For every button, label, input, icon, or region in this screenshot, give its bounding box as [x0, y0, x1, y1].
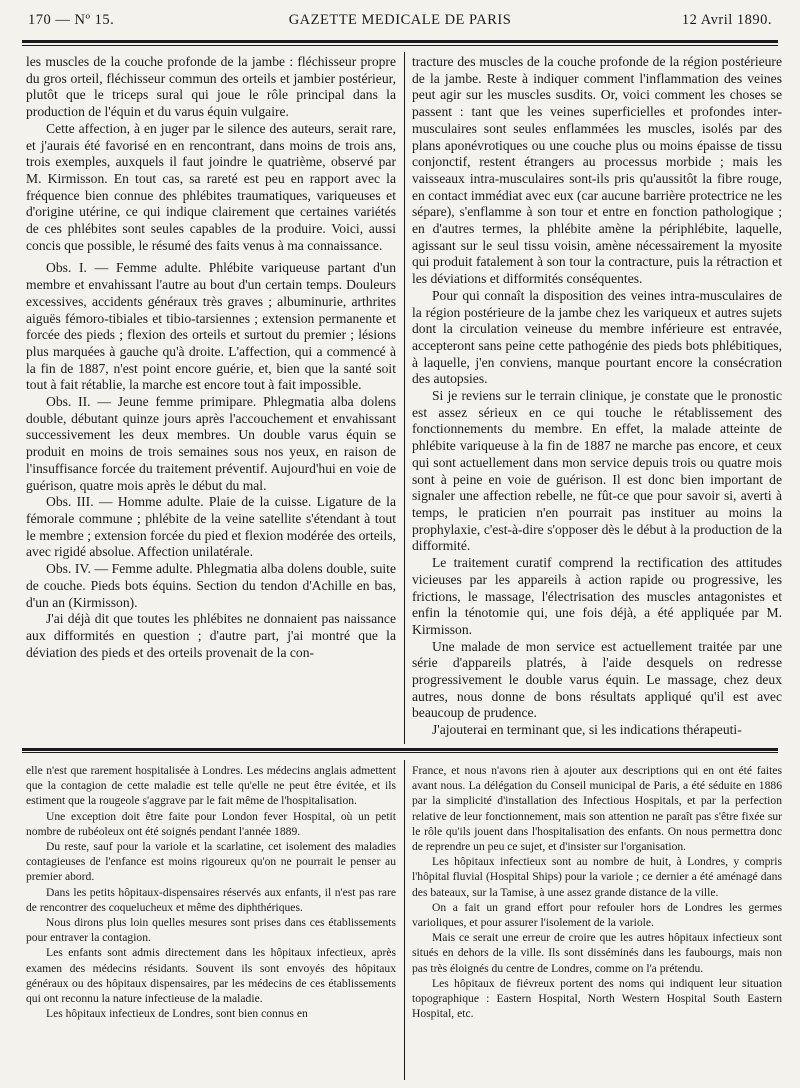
- observation-1: Obs. I. — Femme adulte. Phlébite variqueuse partant d'un membre et envahissant l'autre au bout d'un certain temps. Douleurs excessives, accidents généraux très graves ; albuminurie, arthrites aiguës fémoro-tibiales et tibio-tarsiennes ; extension permanente et forcée des pieds ; flexion des orteils et surtout du premier ; lésions plus marquées à gauche qu'à droite. L'affection, qui a commencé à la fin de 1887, n'est point encore guérie, et, bien que la santé soit tout à fait rétablie, la marche est encore tout à fait impossible.: [26, 260, 396, 393]
- paragraph: Une malade de mon service est actuellement traitée par une série d'appareils platrés, à l'aide desquels on redresse progressivement le double varus équin. Le massage, chez deux autres, nous donne de bons résultats appliqué qu'il est avec beaucoup de prudence.: [412, 638, 782, 721]
- paragraph: Les hôpitaux de fiévreux portent des noms qui indiquent leur situation topographique : Eastern Hospital, North Western Hospital South Eastern Hospital, etc.: [412, 976, 782, 1021]
- paragraph: Mais ce serait une erreur de croire que les autres hôpitaux infectieux sont situés en dehors de la ville. Ils sont disséminés dans les faubourgs, mais non pas très éloignés du centre de Londres, comme on l'a prétendu.: [412, 931, 782, 975]
- paragraph: les muscles de la couche profonde de la jambe : fléchisseur propre du gros orteil, fléchisseur commun des orteils et jambier postérieur, plutôt que le triceps sural qui joue le rôle principal dans la production de l'équin et du varus équin vulgaire.: [26, 54, 396, 120]
- paragraph: Les hôpitaux infectieux sont au nombre de huit, à Londres, y compris l'hôpital fluvial (Hospital Ships) pour la variole ; ce dernier a été aménagé dans des bateaux, sur la Tamise, à une assez grande distance de la ville.: [412, 855, 782, 899]
- paragraph: On a fait un grand effort pour refouler hors de Londres les germes varioliques, et pour assurer l'isolement de la variole.: [412, 900, 782, 930]
- paragraph: Les enfants sont admis directement dans les hôpitaux infectieux, après examen des médecins résidants. Souvent ils sont envoyés des hôpitaux généraux ou des hôpitaux dispensaires, par les médecins de ces établissements qui ont reconnu la nature infectieuse de la maladie.: [26, 946, 396, 1006]
- section-rule-thin: [22, 752, 778, 753]
- column-divider-bottom: [404, 760, 405, 1080]
- paragraph: J'ai déjà dit que toutes les phlébites ne donnaient pas naissance aux difformités en question ; d'autre part, j'ai montré que la déviation des pieds et des orteils provenait de la con-: [26, 611, 396, 660]
- observation-4: Obs. IV. — Femme adulte. Phlegmatia alba dolens double, suite de couche. Pieds bots équins. Section du tendon d'Achille en bas, d'un an (Kirmisson).: [26, 561, 396, 610]
- issue-date: 12 Avril 1890.: [681, 12, 772, 28]
- article-column-right: [412, 54, 782, 744]
- paragraph: Dans les petits hôpitaux-dispensaires réservés aux enfants, il n'est pas rare de rencontrer des coqueluchеux et même des diphthériques.: [26, 885, 396, 914]
- paragraph: J'ajouterai en terminant que, si les indications thérapeuti-: [432, 722, 742, 738]
- feuilleton-column-left: [26, 763, 396, 1081]
- paragraph: France, et nous n'avons rien à ajouter aux descriptions qui en ont été faites avant nous. La délégation du Conseil municipal de Paris, a été séduite en 1886 par la simplicité d'installation des Infectious Hospitals, et par la perfection relative de leur fonctionnement, mais son attention ne paraît pas s'être fixée sur le rôle qu'ils jouent dans l'hospitalisation des enfants. On nous permettra donc de reprendre un peu ce sujet, et d'insister sur l'organisation.: [412, 764, 782, 854]
- paragraph: Nous dirons plus loin quelles mesures sont prises dans ces établissements pour entraver la contagion.: [26, 916, 396, 945]
- paragraph: Une exception doit être faite pour London fever Hospital, où un petit nombre de rubéoleux ont été soignés pendant l'année 1889.: [26, 809, 396, 838]
- paragraph: Le traitement curatif comprend la rectification des attitudes vicieuses par les appareils à action rapide ou progressive, les frictions, le massage, l'électrisation des muscles antagonistes et enfin la ténotomie qui, une fois déjà, a été appliquée par M. Kirmisson.: [412, 555, 782, 637]
- paragraph: tracture des muscles de la couche profonde de la région postérieure de la jambe. Reste à indiquer comment l'inflammation des veines peut agir sur les muscles susdits. Or, voici comment les choses se passent : tant que les veines superficielles et profondes inter-musculaires sont seules enflammées les muscles, isolés par des plans aponévrotiques ou une couche plus ou moins épaisse de tissu conjonctif, restent étrangers au processus morbide ; mais les vaisseaux intra-musculaires sont-ils pris qu'aussitôt la fibre rouge, en contact immédiat avec eux (car aucune barrière protectrice ne les sépare), s'enflamme à son tour et entre en fonction pathologique ; en d'autres termes, la phlébite amène la périphlébite, laquelle, agissant sur le seul tissu voisin, amène nécessairement la myosite qui produit fatalement à son tour la contracture, puis la rétraction et les déviations et difformités conséquentes.: [412, 54, 782, 287]
- section-rule: [22, 748, 778, 751]
- feuilleton-column-right: [412, 763, 782, 1081]
- paragraph: elle n'est que rarement hospitalisée à Londres. Les médecins anglais admettent que la contagion de cette maladie est telle qu'elle ne peut être évitée, et ils estiment que la rougeole s'aggrave par le fait même de l'hospitalisation.: [26, 764, 396, 808]
- article-column-left: [26, 54, 396, 744]
- paragraph: Cette affection, à en juger par le silence des auteurs, serait rare, et j'aurais été favorisé en en rencontrant, dans moins de trois ans, trois exemples, auxquels il faut joindre le quatrième, observé par M. Kirmisson. En tout cas, sa rareté est peu en rapport avec la fréquence bien connue des phlébites traumatiques, variqueuses et d'origine utérine, ce qui indique clairement que certaines variétés de ces phlébites sont seules capables de la produire. Voici, aussi concis que possible, le résumé des faits venus à ma connaissance.: [26, 120, 396, 253]
- observation-2: Obs. II. — Jeune femme primipare. Phlegmatia alba dolens double, débutant quinze jours après l'accouchement et envahissant successivement les deux membres. Un double varus équin se produit en moins de trois semaines sous nos yeux, en raison de l'insuffisance forcée du traitement préventif. Aujourd'hui en voie de guérison, quatre mois après le début du mal.: [26, 394, 396, 493]
- observation-3: Obs. III. — Homme adulte. Plaie de la cuisse. Ligature de la fémorale commune ; phlébite de la veine satellite s'étendant à tout le membre ; extension forcée du pied et flexion modérée des orteils, avec rigidé absolue. Affection unilatérale.: [26, 494, 396, 560]
- paragraph: Si je reviens sur le terrain clinique, je constate que le pronostic est assez sérieux en ce qui touche le rétablissement des fonctionnements du membre. En effet, la malade atteinte de phlébite variqueuse à la fin de 1887 ne marche pas encore, et ceux qui sont actuellement dans mon service depuis trois ou quatre mois sont à peine en voie de guérison. Il est donc bien important de signaler une affection rebelle, ne fût-ce que pour savoir si, averti à temps, le praticien n'en pourrait pas instituer au moins la prophylaxie, c'est-à-dire s'opposer dès le début à la production de la difformité.: [412, 388, 782, 554]
- header-rule-thin: [22, 45, 778, 46]
- paragraph: Pour qui connaît la disposition des veines intra-musculaires de la région postérieure de la jambe chez les variqueux et autres sujets dont la circulation veineuse du membre inférieure est entravée, accepteront sans peine cette pathogénie des pieds bots phlébitiques, à laquelle, j'en conviens, manque pourtant encore la consécration des autopsies.: [412, 287, 782, 387]
- header-rule: [22, 40, 778, 43]
- paragraph: Les hôpitaux infectieux de Londres, sont bien connus en: [46, 1007, 308, 1021]
- journal-title: GAZETTE MEDICALE DE PARIS: [288, 12, 512, 28]
- paragraph: Du reste, sauf pour la variole et la scarlatine, cet isolement des maladies contagieuses de l'enfance est moins rigoureux qu'on ne pourrait le penser au premier abord.: [26, 840, 396, 884]
- page-header: [28, 10, 772, 34]
- column-divider-top: [404, 52, 405, 744]
- page-number: 170 — Nº 15.: [28, 12, 115, 28]
